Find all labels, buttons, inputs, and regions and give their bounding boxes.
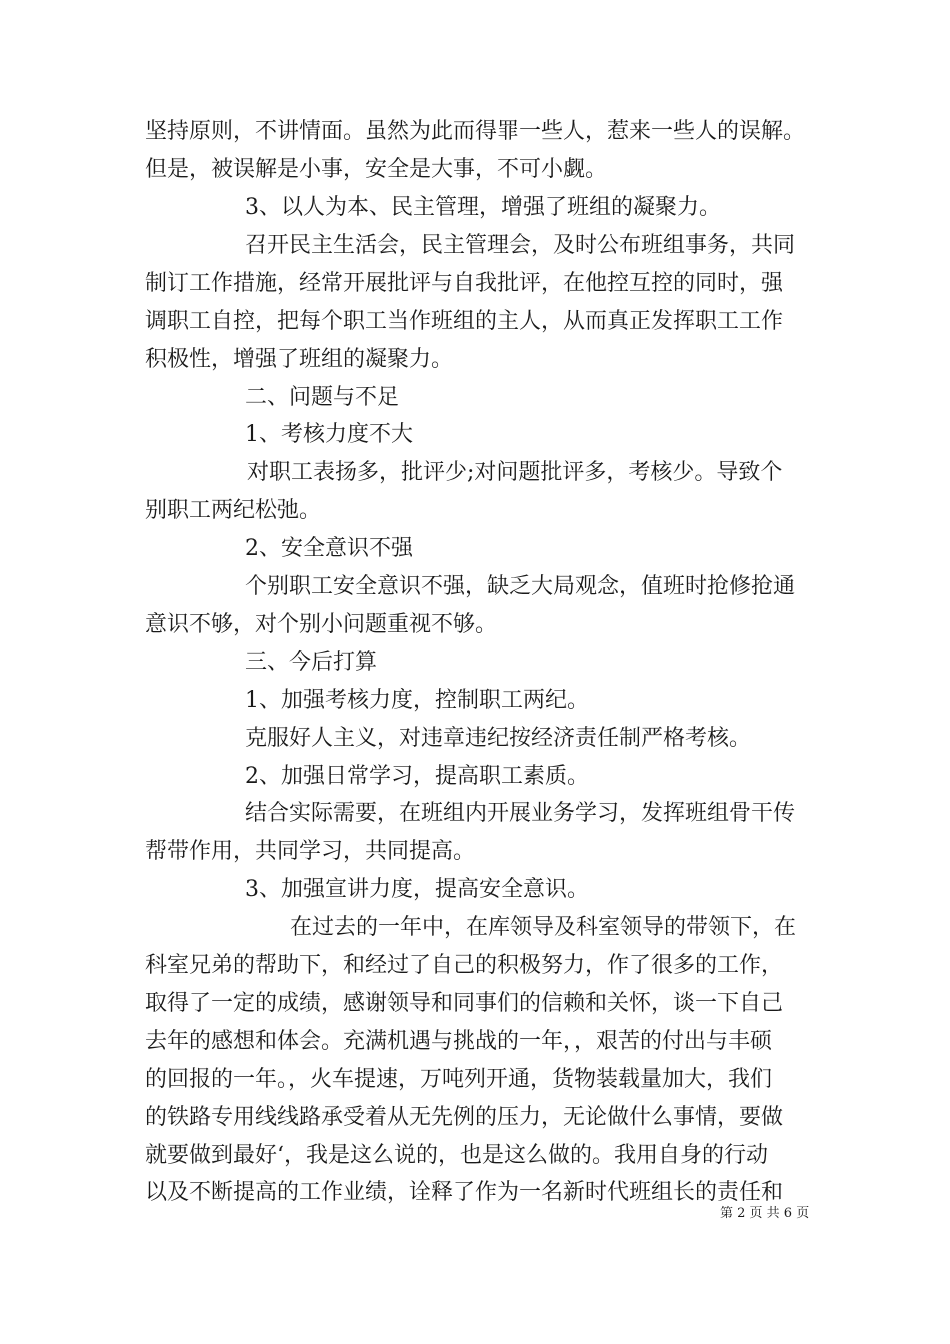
section-heading: 二、问题与不足 — [245, 385, 400, 410]
text-line: 对职工表扬多，批评少;对问题批评多，考核少。导致个 — [247, 460, 783, 485]
text-line: 帮带作用，共同学习，共同提高。 — [145, 839, 476, 864]
text-line: 意识不够，对个别小问题重视不够。 — [145, 612, 498, 637]
text-line: 克服好人主义，对违章违纪按经济责任制严格考核。 — [245, 726, 752, 751]
text-line: 别职工两纪松弛。 — [145, 498, 322, 523]
text-line: 在过去的一年中，在库领导及科室领导的带领下，在 — [290, 915, 797, 940]
text-line: 以及不断提高的工作业绩，诠释了作为一名新时代班组长的责任和 — [145, 1180, 784, 1205]
text-line: 去年的感想和体会。充满机遇与挑战的一年，，艰苦的付出与丰硕 — [145, 1029, 773, 1054]
section-heading: 三、今后打算 — [245, 650, 378, 675]
text-line: 取得了一定的成绩，感谢领导和同事们的信赖和关怀，谈一下自己 — [145, 991, 784, 1016]
section-heading: 1、加强考核力度，控制职工两纪。 — [245, 688, 589, 713]
text-line: 坚持原则，不讲情面。虽然为此而得罪一些人，惹来一些人的误解。 — [145, 119, 806, 144]
text-line: 的铁路专用线线路承受着从无先例的压力，无论做什么事情，要做 — [145, 1105, 784, 1130]
text-line: 个别职工安全意识不强，缺乏大局观念，值班时抢修抢通 — [245, 574, 796, 599]
page-number-footer: 第 2 页 共 6 页 — [720, 1206, 810, 1221]
section-heading: 1、考核力度不大 — [245, 422, 413, 447]
text-line: 积极性，增强了班组的凝聚力。 — [145, 347, 454, 372]
section-heading: 3、以人为本、民主管理，增强了班组的凝聚力。 — [245, 195, 721, 220]
text-line: 调职工自控，把每个职工当作班组的主人，从而真正发挥职工工作 — [145, 309, 784, 334]
section-heading: 2、加强日常学习，提高职工素质。 — [245, 764, 589, 789]
text-line: 就要做到最好‘，我是这么说的，也是这么做的。我用自身的行动 — [145, 1143, 768, 1168]
text-line: 结合实际需要，在班组内开展业务学习，发挥班组骨干传 — [245, 801, 796, 826]
section-heading: 3、加强宣讲力度，提高安全意识。 — [245, 877, 589, 902]
text-line: 召开民主生活会，民主管理会，及时公布班组事务，共同 — [245, 233, 796, 258]
section-heading: 2、安全意识不强 — [245, 536, 413, 561]
text-line: 的回报的一年。，火车提速，万吨列开通，货物装载量加大，我们 — [145, 1067, 773, 1092]
text-line: 制订工作措施，经常开展批评与自我批评，在他控互控的同时，强 — [145, 271, 784, 296]
text-line: 但是，被误解是小事，安全是大事，不可小觑。 — [145, 157, 608, 182]
text-line: 科室兄弟的帮助下，和经过了自己的积极努力，作了很多的工作， — [145, 953, 784, 978]
